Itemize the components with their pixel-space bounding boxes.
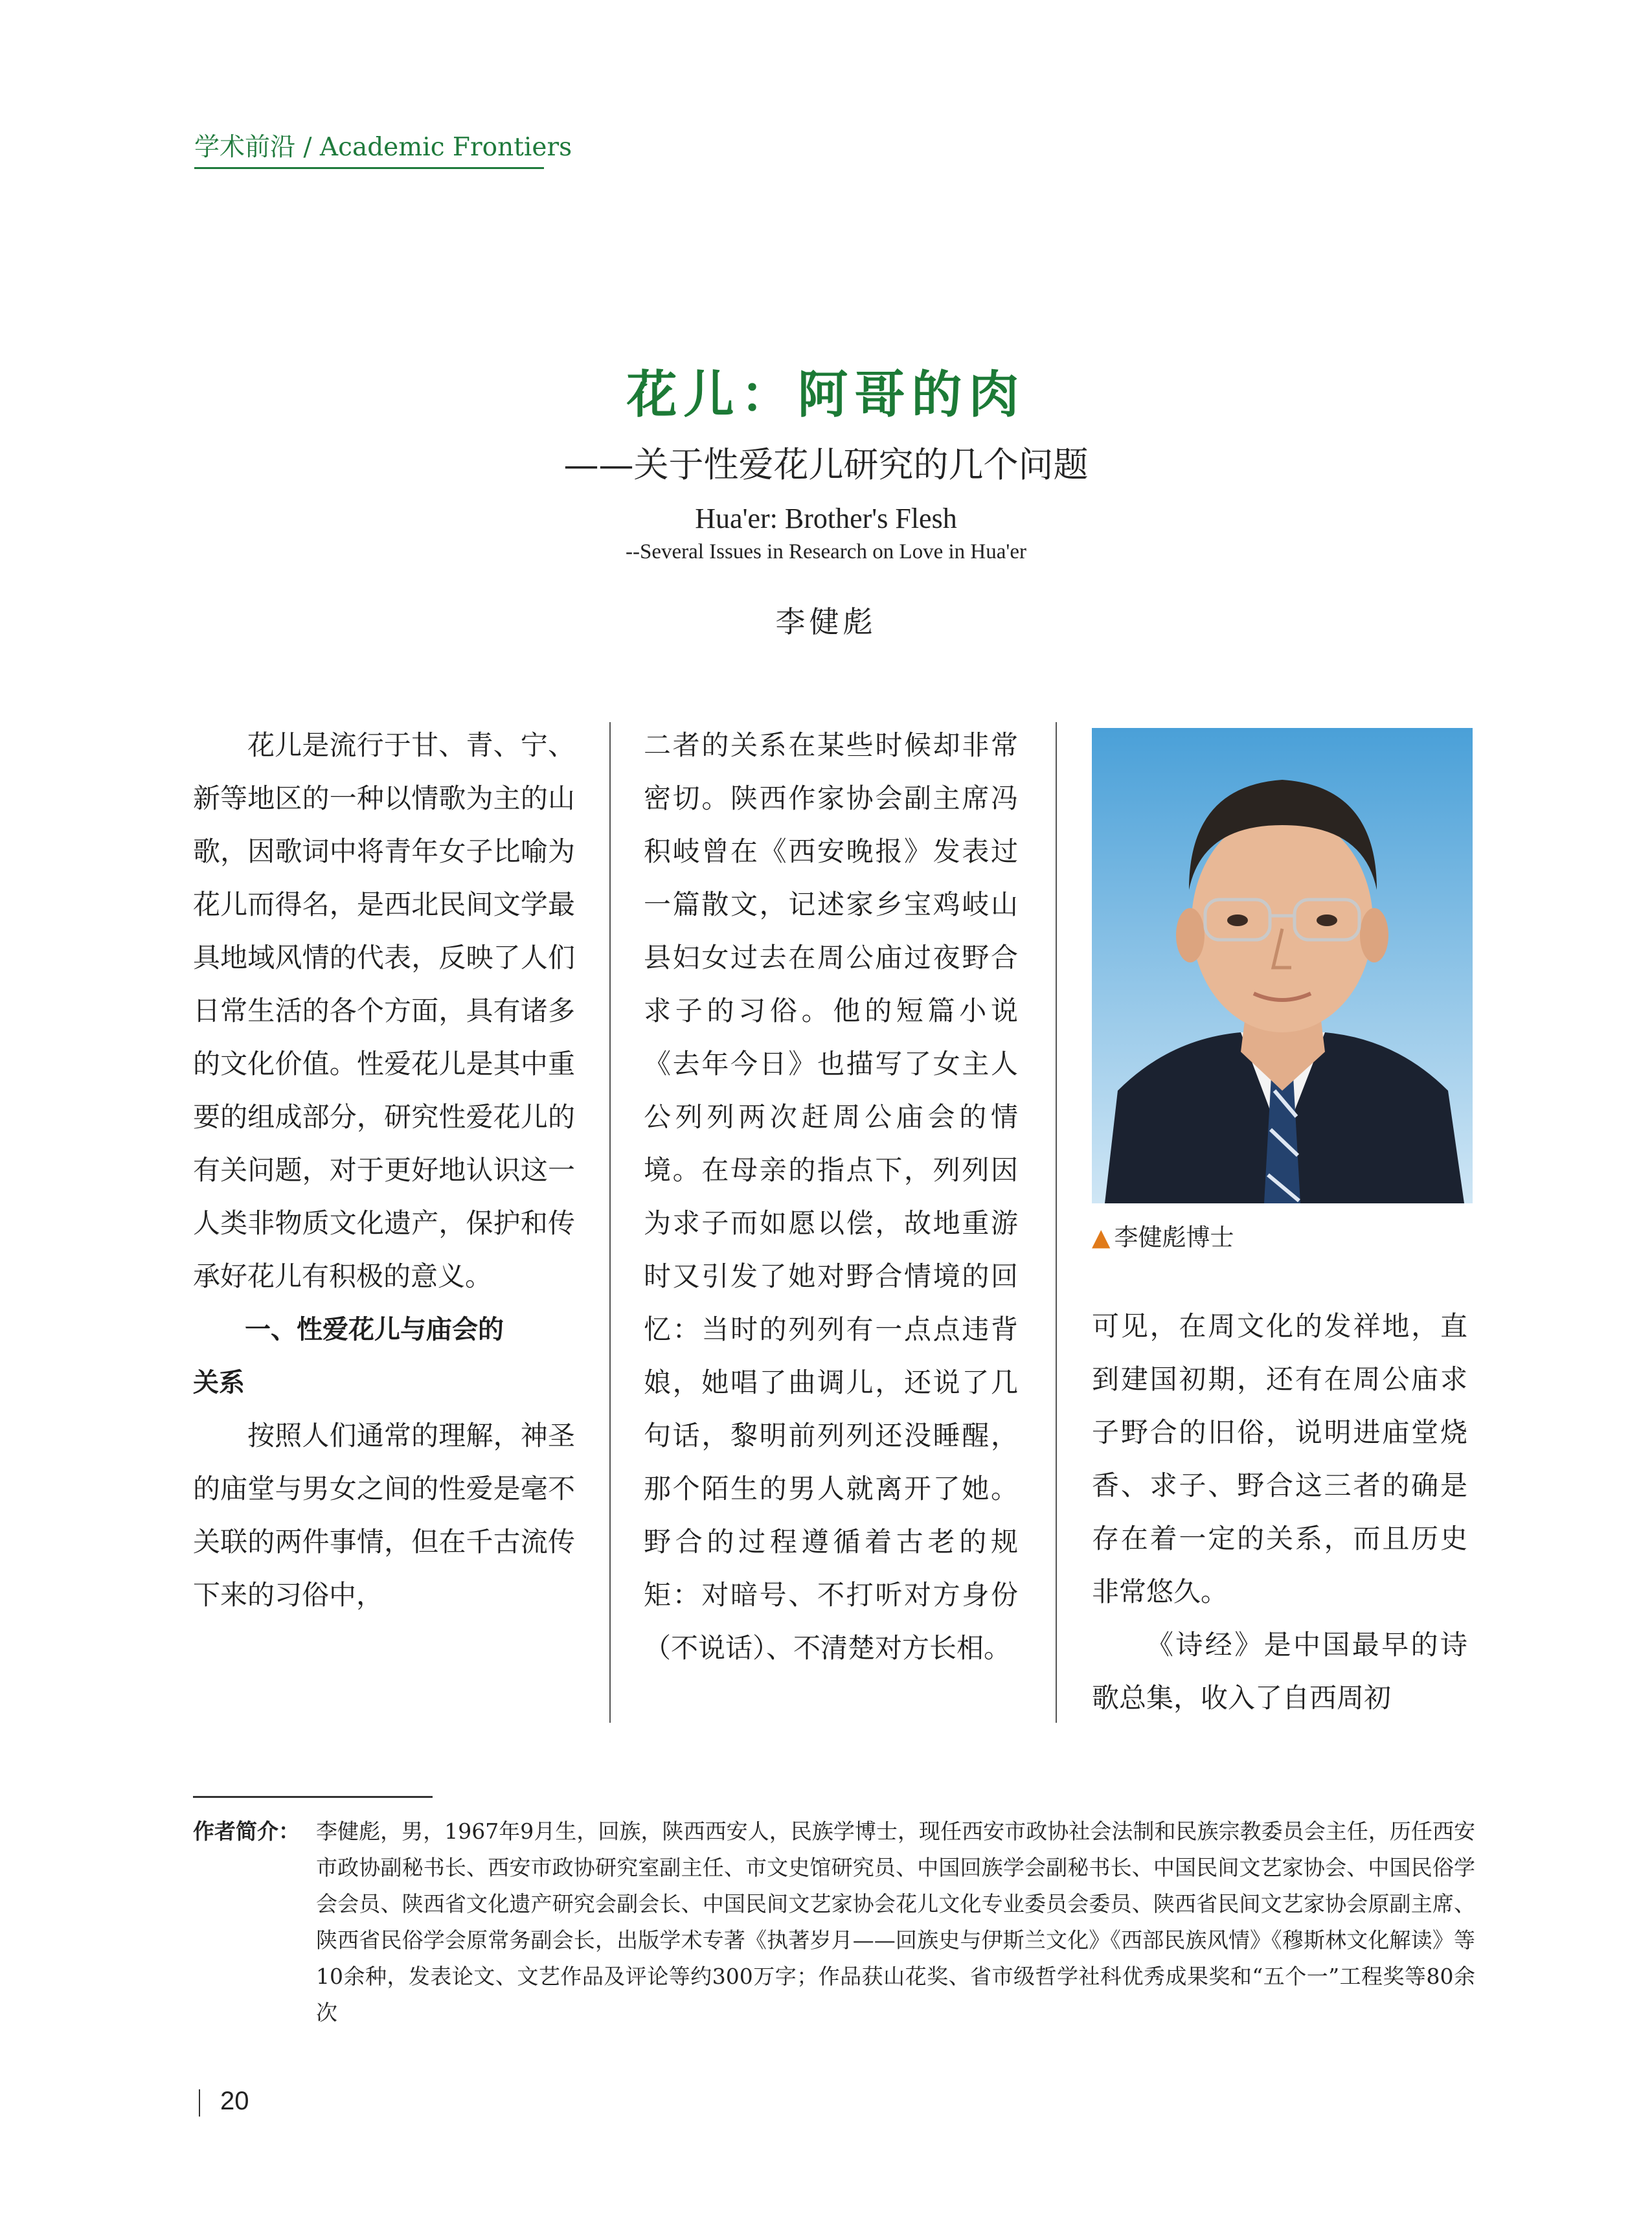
footnote-divider: [193, 1796, 433, 1798]
portrait-illustration: [1092, 728, 1473, 1203]
text-column-1: [193, 719, 575, 1622]
article-subtitle: ——关于性爱花儿研究的几个问题: [563, 444, 1089, 485]
paragraph: 可见，在周文化的发祥地，直到建国初期，还有在周公庙求子野合的旧俗，说明进庙堂烧香、求子、野合这三者的确是存在着一定的关系，而且历史非常悠久。: [1092, 1310, 1467, 1607]
triangle-icon: ▲: [1092, 1223, 1111, 1251]
header-underline: [194, 167, 544, 169]
author-photo: [1092, 728, 1473, 1203]
article-subtitle-en: --Several Issues in Research on Love in Hua'er: [626, 540, 1026, 563]
title-block: [0, 363, 1652, 641]
paragraph: 二者的关系在某些时候却非常密切。陕西作家协会副主席冯积岐曾在《西安晚报》发表过一篇散文，记述家乡宝鸡岐山县妇女过去在周公庙过夜野合求子的习俗。他的短篇小说《去年今日》也描写了女主人公列列两次赶周公庙会的情境。在母亲的指点下，列列因为求子而如愿以偿，故地重游时又引发了她对野合情境的回忆：当时的列列有一点点违背娘，她唱了曲调儿，还说了几句话，黎明前列列还没睡醒，那个陌生的男人就离开了她。野合的过程遵循着古老的规矩：对暗号、不打听对方身份（不说话）、不清楚对方长相。: [644, 729, 1018, 1664]
photo-caption: [1092, 1218, 1234, 1253]
column-divider: [609, 722, 611, 1723]
column-divider: [1056, 722, 1057, 1723]
paragraph: 按照人们通常的理解，神圣的庙堂与男女之间的性爱是毫不关联的两件事情，但在千古流传下来的习俗中，: [193, 1420, 575, 1611]
section-label: 学术前沿 / Academic Frontiers: [194, 133, 572, 162]
page-number-bar: [199, 2089, 200, 2117]
section-heading-line-2: 关系: [193, 1368, 245, 1398]
section-heading: [193, 1303, 575, 1409]
section-heading-line-1: 一、性爱花儿与庙会的: [245, 1315, 504, 1345]
article-title: 花儿：阿哥的肉: [626, 366, 1026, 424]
author-name: 李健彪: [775, 604, 877, 639]
article-title-en: Hua'er: Brother's Flesh: [695, 503, 957, 534]
author-bio: [193, 1813, 1475, 2031]
text-column-2: [644, 719, 1018, 1675]
paragraph: 《诗经》是中国最早的诗歌总集，收入了自西周初: [1092, 1629, 1467, 1714]
bio-label: 作者简介：: [193, 1819, 300, 1844]
page-number: 20: [220, 2087, 249, 2115]
caption-text: 李健彪博士: [1114, 1223, 1234, 1251]
bio-text: 李健彪，男，1967年9月生，回族，陕西西安人，民族学博士，现任西安市政协社会法制和民族宗教委员会主任，历任西安市政协副秘书长、西安市政协研究室副主任、市文史馆研究员、中国回族学会副秘书长、中国民间文艺家协会、中国民俗学会会员、陕西省文化遗产研究会副会长、中国民间文艺家协会花儿文化专业委员会委员、陕西省民间文艺家协会原副主席、陕西省民俗学会原常务副会长，出版学术专著《执著岁月——回族史与伊斯兰文化》《西部民族风情》《穆斯林文化解读》等10余种，发表论文、文艺作品及评论等约300万字；作品获山花奖、省市级哲学社科优秀成果奖和“五个一”工程奖等80余次: [316, 1819, 1475, 2025]
text-column-3: [1092, 1300, 1467, 1725]
section-header: [194, 127, 572, 163]
paragraph: 花儿是流行于甘、青、宁、新等地区的一种以情歌为主的山歌，因歌词中将青年女子比喻为花儿而得名，是西北民间文学最具地域风情的代表，反映了人们日常生活的各个方面，具有诸多的文化价值。性爱花儿是其中重要的组成部分，研究性爱花儿的有关问题，对于更好地认识这一人类非物质文化遗产，保护和传承好花儿有积极的意义。: [193, 729, 575, 1292]
